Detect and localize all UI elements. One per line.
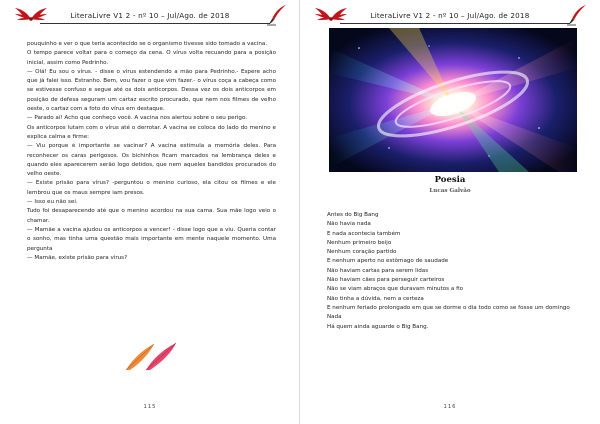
poem-line: Nada (327, 314, 342, 321)
paragraph: pouquinho e ver o que teria acontecido se o organismo tivesse sido tomado a vacina. (27, 41, 268, 47)
story-text (27, 40, 276, 263)
poem-line: Antes do Big Bang (327, 212, 379, 218)
paragraph: — Mamãe a vacina ajudou os anticorpos a vencer! - disse logo que a viu. Queria contar o sonho, mas tinha uma questão mais importante em mente naquele momento. Uma pergunta (27, 226, 276, 252)
page-number: 116 (443, 404, 457, 410)
paragraph: — Olá! Eu sou o vírus. - disse o vírus estendendo a mão para Pedrinho.- Espere acho que já falei isso. Estranho. Bem, vou fazer o que vim fazer.- o vírus coça a cabeça como se estivesse confuso e segue até os dois anticorpos. Dessa vez os dois anticorpos em posição de defesa seguram um cartaz escrito procurado, que nem nos filmes de velho oeste, o cartaz com a foto do vírus em destaque. (27, 68, 276, 113)
poem-line: Há quem ainda aguarde o Big Bang. (327, 323, 429, 330)
paragraph: — Isso eu não sei. (27, 199, 78, 206)
paragraph: Tudo foi desaparecendo até que o menino acordou na sua cama. Sua mãe logo veio o chamar. (27, 208, 276, 224)
poem-line: Nenhum coração partido (327, 249, 397, 256)
poem-line: E nada acontecia também (327, 230, 401, 237)
quill-pen-icon (266, 4, 288, 26)
paragraph: Os anticorpos lutam com o vírus até o derrotar. A vacina se coloca do lado do menino e explica calma e firme: (27, 124, 276, 140)
header-title: LiteraLivre V1 2 - nº 10 – Jul/Ago. de 2018 (370, 11, 530, 20)
poem-section-title: Poesia (434, 175, 466, 185)
poem-text (327, 211, 577, 332)
header-title: LiteraLivre V1 2 - nº 10 – Jul/Ago. de 2018 (70, 11, 230, 20)
poem-author: Lucas Galvão (429, 188, 471, 194)
header-rule (340, 23, 570, 24)
paragraph: — Viu porque é importante se vacinar? A vacina estimula a memória deles. Para reconhecer os caras perigosos. Os bichinhos ficam marcados na lembrança deles e quando eles aparecerem serão logo detidos, que nem aqueles bandidos procurados do velho oeste. (27, 143, 276, 178)
poem-line: Não haviam cães para perseguir carteiros (327, 277, 445, 284)
paragraph: — Mamãe, existe prisão para vírus? (27, 254, 128, 261)
poem-line: E nenhum aperto no estômago de saudade (327, 258, 449, 265)
galaxy-illustration (329, 28, 577, 172)
poem-line: Não tinha a dúvida, nem a certeza (327, 295, 424, 302)
poem-line: Não haviam cartas para serem lidas (327, 267, 429, 274)
poem-line: Não se viam abraços que duravam minutos a fio (327, 286, 464, 293)
page-number: 115 (143, 404, 157, 410)
poem-line: E nenhum feriado prolongado em que se dorme o dia todo como se fosse um domingo (327, 304, 570, 311)
paragraph: — Parado aí! Acho que conheço você. A vacina nos alertou sobre o seu perigo. (27, 115, 248, 122)
poem-line: Não havia nada (327, 221, 371, 228)
paragraph: O tempo parece voltar para o começo da cena. O vírus volta recuando para a posição inicial, assim como Pedrinho. (27, 50, 276, 66)
poem-line: Nenhum primeiro beijo (327, 239, 392, 246)
feathers-icon (120, 340, 190, 372)
page-header (6, 4, 294, 26)
page-header (306, 4, 594, 26)
paragraph: — Existe prisão para vírus? -perguntou o menino curioso, ela citou os filmes e ele lembrou que os maus sempre iam presos. (27, 180, 276, 196)
quill-pen-icon (566, 4, 588, 26)
header-rule (40, 23, 270, 24)
